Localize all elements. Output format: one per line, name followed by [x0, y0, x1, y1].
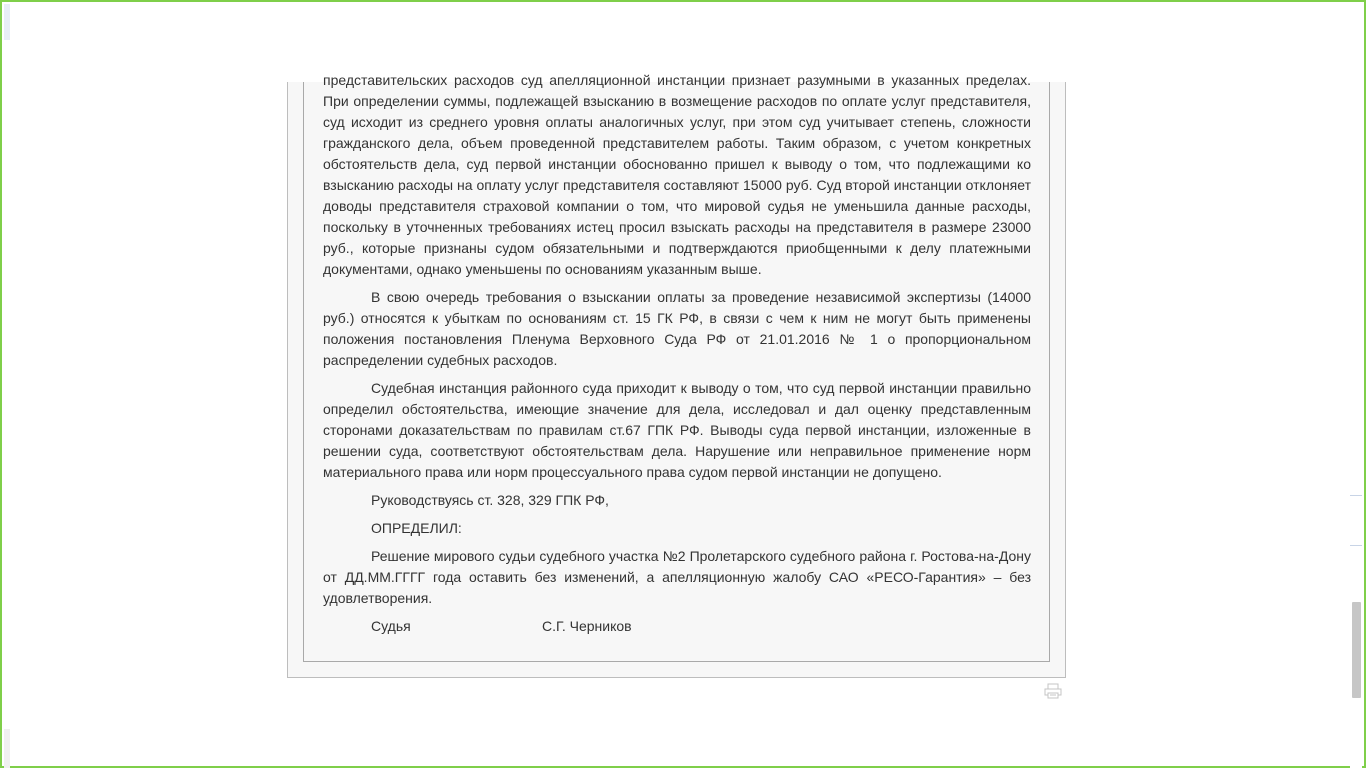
- background-panel: [4, 729, 10, 768]
- signature-row: [323, 616, 1031, 637]
- divider: [1350, 495, 1362, 496]
- signature-name: С.Г. Черников: [542, 618, 632, 634]
- document-paragraph: представительских расходов суд апелляционной инстанции признает разумными в указанных пределах. При определении суммы, подлежащей взысканию в возмещение расходов по оплате услуг представителя, суд исходит из среднего уровня оплаты аналогичных услуг, при этом суд учитывает степень, сложности гражданского дела, объем проведенной представителем работы. Таким образом, с учетом конкретных обстоятельств дела, суд первой инстанции обоснованно пришел к выводу о том, что подлежащими ко взысканию расходы на оплату услуг представителя составляют 15000 руб. Суд второй инстанции отклоняет доводы представителя страховой компании о том, что мировой судья не уменьшила данные расходы, поскольку в уточненных требованиях истец просил взыскать расходы на представителя в размере 23000 руб., которые признаны судом обязательными и подтверждаются приобщенными к делу платежными документами, однако уменьшены по основаниям указанным выше.: [323, 72, 1031, 277]
- divider: [1350, 545, 1362, 546]
- background-panel: [4, 4, 10, 40]
- scrollbar-thumb[interactable]: [1352, 602, 1361, 698]
- document-paragraph: Решение мирового судьи судебного участка №2 Пролетарского судебного района г. Ростова-на-Дону от ДД.ММ.ГГГГ года оставить без изменений, а апелляционную жалобу САО «РЕСО-Гарантия» – без удовлетворения.: [323, 548, 1031, 606]
- signature-label: Судья: [371, 618, 411, 634]
- document-paragraph: ОПРЕДЕЛИЛ:: [371, 520, 462, 536]
- document-body: [303, 72, 1050, 662]
- document-paragraph: В свою очередь требования о взыскании оплаты за проведение независимой экспертизы (14000 руб.) относятся к убыткам по основаниям ст. 15 ГК РФ, в связи с чем к ним не могут быть применены положения постановления Пленума Верховного Суда РФ от 21.01.2016 № 1 о пропорциональном распределении судебных расходов.: [323, 289, 1031, 368]
- document-paragraph: Руководствуясь ст. 328, 329 ГПК РФ,: [371, 492, 609, 508]
- document-paragraph: Судебная инстанция районного суда приходит к выводу о том, что суд первой инстанции правильно определил обстоятельства, имеющие значение для дела, исследовал и дал оценку представленным сторонами доказательствам по правилам ст.67 ГПК РФ. Выводы суда первой инстанции, изложенные в решении суда, соответствуют обстоятельствам дела. Нарушение или неправильное применение норм материального права или норм процессуального права судом первой инстанции не допущено.: [323, 380, 1031, 480]
- document-container: [287, 72, 1066, 678]
- document-text: [323, 70, 1031, 637]
- print-icon[interactable]: [1044, 683, 1062, 699]
